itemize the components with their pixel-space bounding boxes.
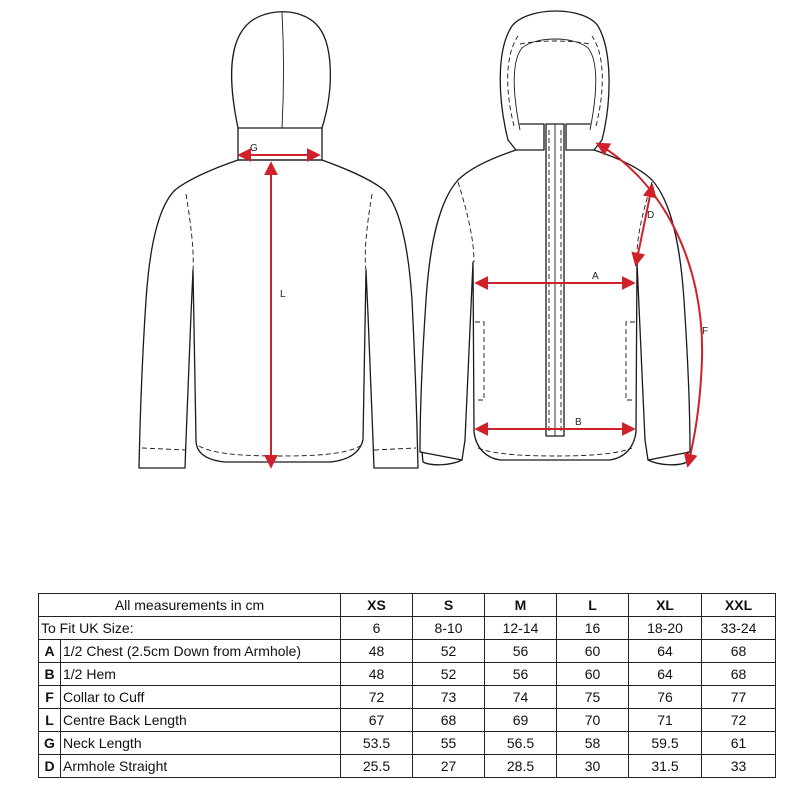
table-cell: 72 [702, 709, 776, 732]
measure-d-line [636, 186, 655, 264]
table-cell: 56.5 [485, 732, 557, 755]
table-cell: 71 [629, 709, 702, 732]
table-row [39, 686, 776, 709]
table-cell: 67 [341, 709, 413, 732]
table-cell: 27 [413, 755, 485, 778]
label-d: D [647, 210, 655, 221]
table-cell: 60 [557, 663, 629, 686]
jacket-back-view [139, 12, 418, 468]
table-cell: 31.5 [629, 755, 702, 778]
measure-code: G [39, 732, 61, 755]
table-row [39, 755, 776, 778]
measure-name: Neck Length [61, 732, 341, 755]
fit-uk-size-row [39, 617, 776, 640]
measure-code: L [39, 709, 61, 732]
table-cell: 72 [341, 686, 413, 709]
table-cell: 18-20 [629, 617, 702, 640]
table-row [39, 640, 776, 663]
table-cell: 75 [557, 686, 629, 709]
table-cell: 52 [413, 640, 485, 663]
table-cell: 55 [413, 732, 485, 755]
table-cell: 56 [485, 663, 557, 686]
table-cell: 6 [341, 617, 413, 640]
table-cell: 58 [557, 732, 629, 755]
jacket-front-view [420, 11, 708, 465]
table-row [39, 732, 776, 755]
measure-name: Centre Back Length [61, 709, 341, 732]
table-cell: 64 [629, 640, 702, 663]
table-cell: 16 [557, 617, 629, 640]
table-cell: 68 [413, 709, 485, 732]
measure-name: 1/2 Hem [61, 663, 341, 686]
table-cell: 68 [702, 663, 776, 686]
table-cell: 48 [341, 663, 413, 686]
table-cell: 12-14 [485, 617, 557, 640]
table-cell: 30 [557, 755, 629, 778]
measure-name: Armhole Straight [61, 755, 341, 778]
table-cell: 59.5 [629, 732, 702, 755]
measure-code: B [39, 663, 61, 686]
size-header-l: L [557, 594, 629, 617]
table-cell: 70 [557, 709, 629, 732]
measure-name: Collar to Cuff [61, 686, 341, 709]
fit-uk-size-label: To Fit UK Size: [39, 617, 341, 640]
measure-code: F [39, 686, 61, 709]
table-row [39, 709, 776, 732]
table-cell: 56 [485, 640, 557, 663]
measurements-unit-label: All measurements in cm [39, 594, 341, 617]
table-cell: 77 [702, 686, 776, 709]
table-cell: 33-24 [702, 617, 776, 640]
size-header-xxl: XXL [702, 594, 776, 617]
table-cell: 68 [702, 640, 776, 663]
table-cell: 48 [341, 640, 413, 663]
size-header-xs: XS [341, 594, 413, 617]
table-cell: 28.5 [485, 755, 557, 778]
label-l: L [280, 289, 286, 300]
size-chart-table [38, 593, 776, 778]
table-cell: 33 [702, 755, 776, 778]
size-header-row [39, 594, 776, 617]
table-cell: 60 [557, 640, 629, 663]
measure-code: A [39, 640, 61, 663]
size-header-xl: XL [629, 594, 702, 617]
table-cell: 61 [702, 732, 776, 755]
table-cell: 74 [485, 686, 557, 709]
table-cell: 25.5 [341, 755, 413, 778]
table-cell: 8-10 [413, 617, 485, 640]
table-cell: 76 [629, 686, 702, 709]
table-row [39, 663, 776, 686]
table-cell: 69 [485, 709, 557, 732]
label-f: F [702, 326, 709, 337]
measure-name: 1/2 Chest (2.5cm Down from Armhole) [61, 640, 341, 663]
table-cell: 64 [629, 663, 702, 686]
label-b: B [575, 417, 582, 428]
table-cell: 73 [413, 686, 485, 709]
table-cell: 52 [413, 663, 485, 686]
label-a: A [592, 271, 599, 282]
table-cell: 53.5 [341, 732, 413, 755]
label-g: G [250, 143, 258, 154]
measure-code: D [39, 755, 61, 778]
size-header-m: M [485, 594, 557, 617]
size-header-s: S [413, 594, 485, 617]
